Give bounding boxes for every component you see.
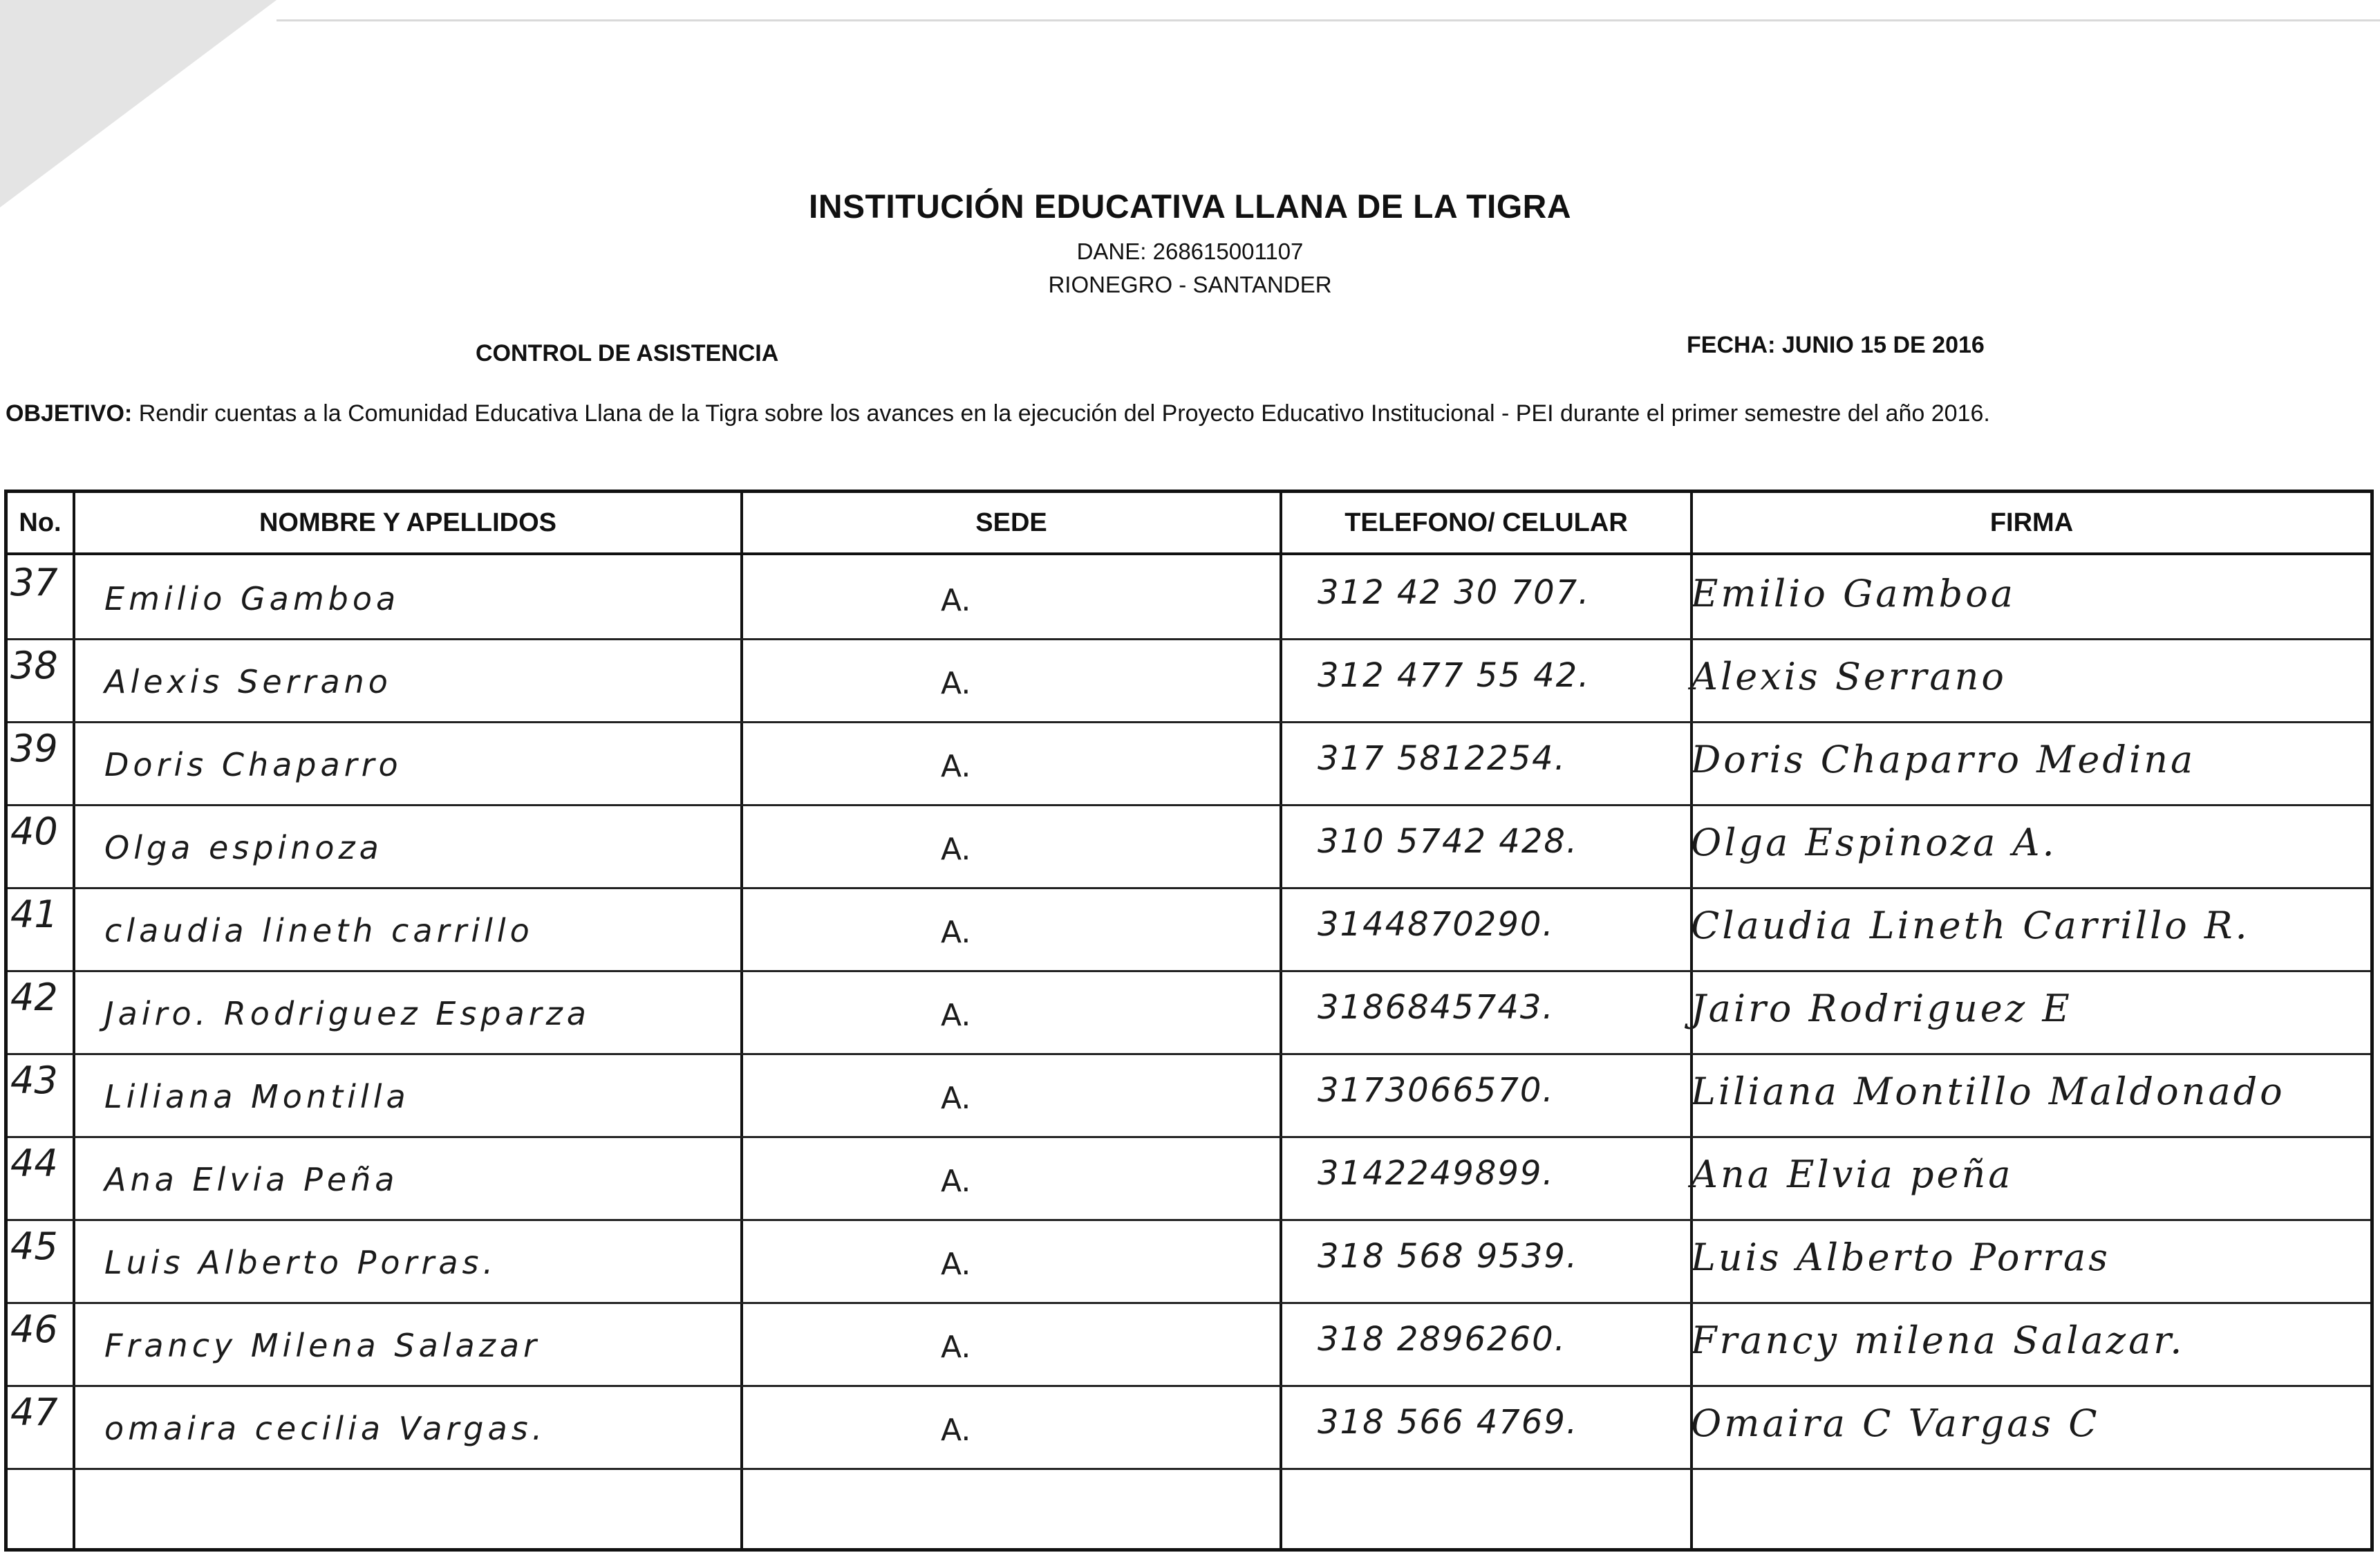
row-sede: A.	[941, 1413, 971, 1448]
row-signature: Alexis Serrano	[1691, 655, 2007, 698]
row-phone: 318 568 9539.	[1318, 1237, 1579, 1276]
row-sede: A.	[941, 666, 971, 701]
row-signature: Liliana Montillo Maldonado	[1691, 1070, 2285, 1113]
row-name: Ana Elvia Peña	[104, 1161, 399, 1198]
row-number: 41	[10, 893, 58, 936]
row-signature: Doris Chaparro Medina	[1691, 738, 2196, 781]
column-divider	[73, 493, 75, 1548]
column-header-no: No.	[19, 508, 62, 537]
table-header-row	[8, 493, 2370, 555]
row-number: 37	[10, 561, 58, 604]
row-sede: A.	[941, 1330, 971, 1365]
row-phone: 312 42 30 707.	[1318, 573, 1591, 612]
document-date: FECHA: JUNIO 15 DE 2016	[1687, 332, 1985, 358]
row-number: 39	[10, 727, 58, 770]
column-header-name: NOMBRE Y APELLIDOS	[259, 508, 557, 537]
row-name: claudia lineth carrillo	[104, 912, 534, 949]
row-divider	[8, 1468, 2370, 1470]
row-phone: 310 5742 428.	[1318, 822, 1579, 861]
row-divider	[8, 1302, 2370, 1304]
document-title: CONTROL DE ASISTENCIA	[476, 340, 779, 366]
row-signature: Olga Espinoza A.	[1691, 821, 2057, 864]
row-divider	[8, 721, 2370, 723]
column-divider	[740, 493, 743, 1548]
row-signature: Ana Elvia peña	[1691, 1153, 2014, 1196]
row-name: Jairo. Rodriguez Esparza	[104, 995, 590, 1032]
row-name: Olga espinoza	[104, 829, 383, 866]
row-phone: 3173066570.	[1318, 1071, 1555, 1110]
row-name: Emilio Gamboa	[104, 580, 400, 617]
row-phone: 317 5812254.	[1318, 739, 1566, 778]
row-number: 44	[10, 1142, 58, 1185]
row-phone: 318 2896260.	[1318, 1320, 1566, 1359]
page-edge	[277, 19, 2380, 21]
row-divider	[8, 1136, 2370, 1138]
row-phone: 3142249899.	[1318, 1154, 1555, 1193]
row-name: Luis Alberto Porras.	[104, 1244, 498, 1281]
row-phone: 3186845743.	[1318, 988, 1555, 1027]
column-header-sede: SEDE	[975, 508, 1047, 537]
location: RIONEGRO - SANTANDER	[1048, 272, 1332, 297]
row-number: 38	[10, 644, 58, 687]
row-divider	[8, 638, 2370, 640]
row-phone: 318 566 4769.	[1318, 1403, 1579, 1442]
row-divider	[8, 887, 2370, 889]
row-number: 40	[10, 810, 58, 853]
column-header-signature: FIRMA	[1989, 508, 2074, 537]
row-number: 43	[10, 1059, 58, 1102]
row-signature: Jairo Rodriguez E	[1691, 987, 2072, 1030]
row-sede: A.	[941, 832, 971, 867]
institution-title: INSTITUCIÓN EDUCATIVA LLANA DE LA TIGRA	[809, 189, 1571, 225]
row-number: 47	[10, 1390, 58, 1434]
row-phone: 312 477 55 42.	[1318, 656, 1591, 695]
objective-label: OBJETIVO:	[6, 400, 133, 427]
row-sede: A.	[941, 749, 971, 784]
row-divider	[8, 1385, 2370, 1387]
folded-corner	[0, 0, 277, 207]
row-signature: Omaira C Vargas C	[1691, 1402, 2100, 1445]
row-divider	[8, 970, 2370, 972]
column-divider	[1280, 493, 1282, 1548]
row-signature: Luis Alberto Porras	[1691, 1236, 2110, 1279]
objective-paragraph	[6, 389, 2356, 439]
attendance-table	[4, 490, 2374, 1552]
row-sede: A.	[941, 998, 971, 1033]
row-phone: 3144870290.	[1318, 905, 1555, 944]
row-sede: A.	[941, 1081, 971, 1116]
row-signature: Francy milena Salazar.	[1691, 1319, 2185, 1362]
row-number: 46	[10, 1307, 58, 1351]
objective-text: Rendir cuentas a la Comunidad Educativa Llana de la Tigra sobre los avances en la ejecución del Proyecto Educativo Institucional - PEI durante el primer semestre del año 2016.	[138, 400, 1990, 427]
column-header-phone: TELEFONO/ CELULAR	[1344, 508, 1628, 537]
row-sede: A.	[941, 1164, 971, 1199]
row-sede: A.	[941, 583, 971, 618]
row-divider	[8, 1053, 2370, 1055]
row-sede: A.	[941, 915, 971, 950]
row-sede: A.	[941, 1247, 971, 1282]
row-divider	[8, 1219, 2370, 1221]
row-number: 42	[10, 976, 58, 1019]
row-name: Doris Chaparro	[104, 746, 402, 783]
row-signature: Emilio Gamboa	[1691, 572, 2016, 615]
row-name: Liliana Montilla	[104, 1078, 410, 1115]
dane-code: DANE: 268615001107	[1076, 239, 1304, 264]
row-name: Alexis Serrano	[104, 663, 392, 700]
row-name: Francy Milena Salazar	[104, 1327, 541, 1364]
row-divider	[8, 804, 2370, 806]
row-signature: Claudia Lineth Carrillo R.	[1691, 904, 2250, 947]
row-name: omaira cecilia Vargas.	[104, 1410, 547, 1447]
row-number: 45	[10, 1225, 58, 1268]
